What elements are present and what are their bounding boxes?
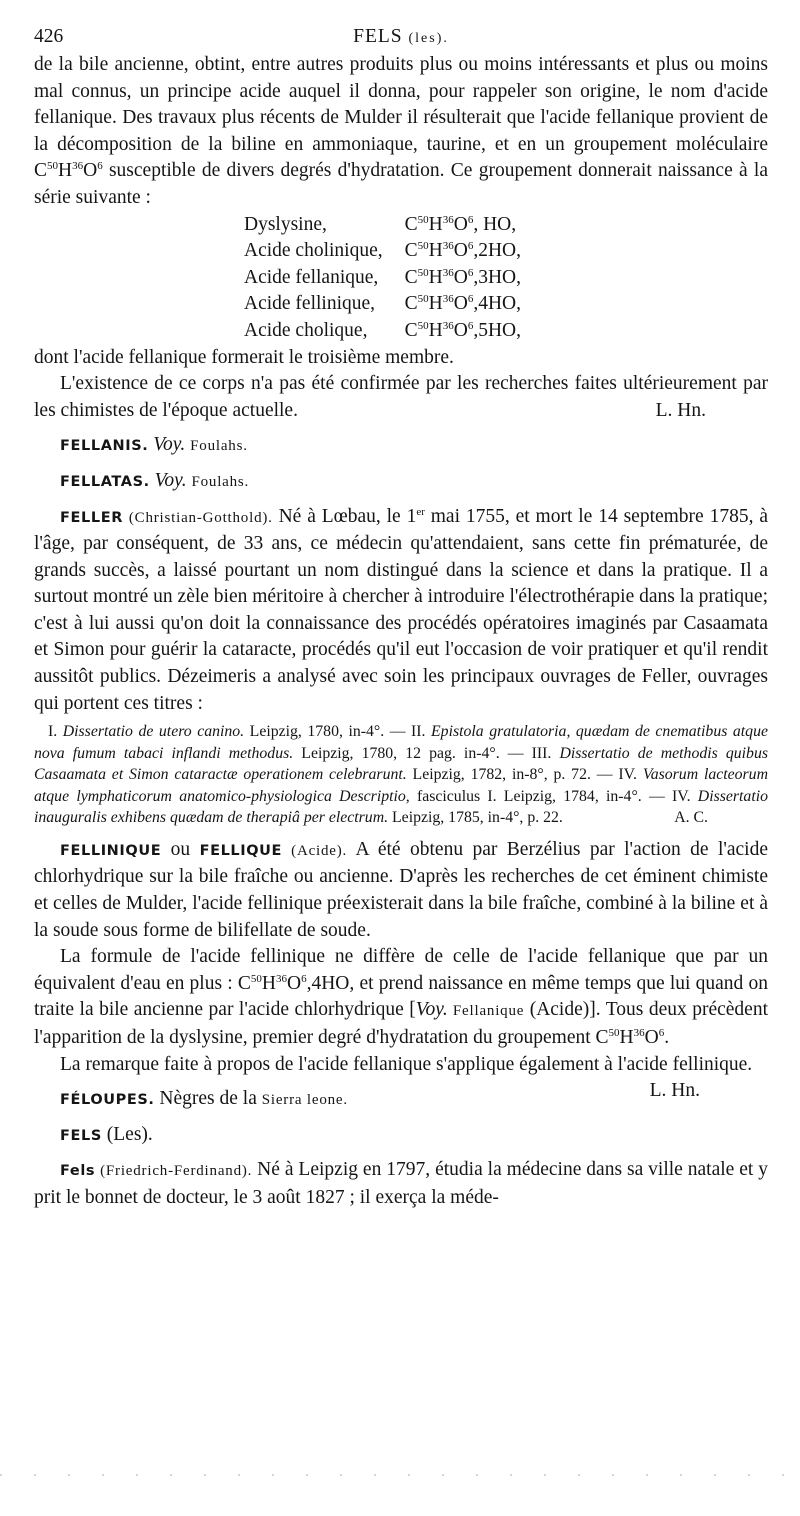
page-number: 426 xyxy=(34,26,64,47)
series-conclusion: dont l'acide fellanique formerait le troisième membre. xyxy=(34,346,454,368)
entry-fellatas: FELLATAS. Voy. Foulahs. xyxy=(60,469,250,491)
entry-feller: FELLER (Christian-Gotthold). Né à Lœbau, le 1er mai 1755, et mort le 14 septembre 1785, à l'âge, par conséquent, de 33 ans, ce médecin qu'attendaient, sans cette fin prématurée, de grands succès, a laissé pourtant un nom distingué dans la science et dans la pratique. Il a surtout montré un zèle bien méritoire à chercher à introduire l'électrothérapie dans la pratique; c'est à lui aussi qu'on doit la connaissance des procédés opératoires imaginés par Casaamata et Simon pour guérir la cataracte, procédés qu'il eut l'occasion de voir pratiquer et qu'il rendit aussitôt publics. Dézeimeris a analysé avec soin les principaux ouvrages de Feller, ouvrages qui portent ces titres : xyxy=(34,505,768,714)
author-signature: A. C. xyxy=(674,809,708,827)
entry-headword: FELLER xyxy=(60,509,123,526)
hydration-series-table xyxy=(244,212,521,345)
bibliography: I. Dissertatio de utero canino. Leipzig, 1780, in-4°. — II. Epistola gratulatoria, quædam de cnematibus atque nova fumum tabaci inflandi methodus. Leipzig, 1780, 12 pag. in-4°. — III. Dissertatio de methodis quibus Casaamata et Simon cataractæ operationem celebrarunt. Leipzig, 1782, in-8°, p. 72. — IV. Vasorum lacteorum atque lymphaticorum anatomico-physiologica Descriptio, fasciculus I. Leipzig, 1784, in-4°. — IV. Dissertatio inauguralis exhibens quædam de therapiâ per electrum. Leipzig, 1785, in-4°, p. 22. A. C. xyxy=(34,721,768,829)
entry-headword: FELLATAS. xyxy=(60,473,150,490)
entry-headword: FELLINIQUE xyxy=(60,842,162,859)
cross-reference: Foulahs. xyxy=(191,473,250,490)
series-formula: $C^{50}H^{36}O^6$, HO, xyxy=(404,213,517,235)
running-title: FELS (les). xyxy=(353,26,449,47)
entry-feloupes: FÉLOUPES. Nègres de la Sierra leone. xyxy=(60,1088,348,1110)
series-acid-name: Acide cholinique, xyxy=(244,240,383,262)
scan-artifact-dots xyxy=(0,1474,800,1476)
series-acid-name: Acide fellinique, xyxy=(244,293,376,315)
entry-fels: FELS (Les). xyxy=(60,1123,153,1145)
entry-fels-friedrich: Fels (Friedrich-Ferdinand). Né à Leipzig en 1797, étudia la médecine dans sa ville natale et y prit le bonnet de docteur, le 3 août 1827 ; il exerça la méde- xyxy=(34,1159,769,1208)
author-signature: L. Hn. xyxy=(655,399,706,421)
series-row xyxy=(244,212,521,239)
series-acid-name: Dyslysine, xyxy=(244,213,327,235)
series-row xyxy=(244,318,521,345)
entry-fellanis: FELLANIS. Voy. Foulahs. xyxy=(60,434,248,456)
series-formula: $C^{50}H^{36}O^6,2HO$, xyxy=(404,240,521,262)
fellinique-formula-paragraph: La formule de l'acide fellinique ne diffère de celle de l'acide fellanique que par un équivalent d'eau en plus : $C^{50}H^{36}O^6,4HO$, et prend naissance en même temps que lui quand on traite la bile ancienne par l'acide chlorhydrique [Voy. Fellanique (Acide)]. Tous deux précèdent l'apparition de la dyslysine, premier degré d'hydratation du groupement $C^{50}H^{36}O^6$. xyxy=(34,946,769,1048)
book-page xyxy=(34,24,768,1211)
confirmation-paragraph: L'existence de ce corps n'a pas été confirmée par les recherches faites ultérieurement par les chimistes de l'époque actuelle. L. Hn. xyxy=(34,371,768,424)
cross-reference: Foulahs. xyxy=(190,438,248,455)
series-formula: $C^{50}H^{36}O^6,3HO$, xyxy=(404,266,521,288)
page-header xyxy=(34,24,768,50)
entry-fellinique: FELLINIQUE ou FELLIQUE (Acide). A été obtenu par Berzélius par l'action de l'acide chlorhydrique sur la bile fraîche ou ancienne. D'après les recherches de cet éminent chimiste et celles de Mulder, l'acide fellinique préexisterait dans la bile fraîche, combiné à la biline et à la soude sous forme de bilifellate de soude. xyxy=(34,838,769,941)
series-row xyxy=(244,238,521,265)
series-acid-name: Acide fellanique, xyxy=(244,266,379,288)
entry-headword: FELLIQUE xyxy=(199,842,283,859)
entry-headword: FÉLOUPES. xyxy=(60,1092,155,1109)
series-acid-name: Acide cholique, xyxy=(244,319,368,341)
fellinique-remark: La remarque faite à propos de l'acide fellanique s'applique également à l'acide fellinique. L. Hn. xyxy=(34,1052,768,1079)
series-row xyxy=(244,265,521,292)
author-signature: L. Hn. xyxy=(649,1080,700,1102)
entry-headword: FELS xyxy=(60,1127,102,1144)
series-row xyxy=(244,291,521,318)
entry-headword: Fels xyxy=(60,1163,96,1180)
series-formula: $C^{50}H^{36}O^6,4HO$, xyxy=(404,293,521,315)
series-formula: $C^{50}H^{36}O^6,5HO$, xyxy=(404,319,521,341)
intro-paragraph: de la bile ancienne, obtint, entre autres produits plus ou moins intéressants et plus ou moins mal connus, un principe acide auquel il donna, pour rappeler son origine, le nom d'acide fellanique. Des travaux plus récents de Mulder il résulterait que l'acide fellanique provient de la décomposition de la biline en ammoniaque, taurine, et en un groupement moléculaire $C^{50}H^{36}O^6$ susceptible de divers degrés d'hydratation. Ce groupement donnerait naissance à la série suivante : xyxy=(34,54,768,208)
entry-headword: FELLANIS. xyxy=(60,438,149,455)
